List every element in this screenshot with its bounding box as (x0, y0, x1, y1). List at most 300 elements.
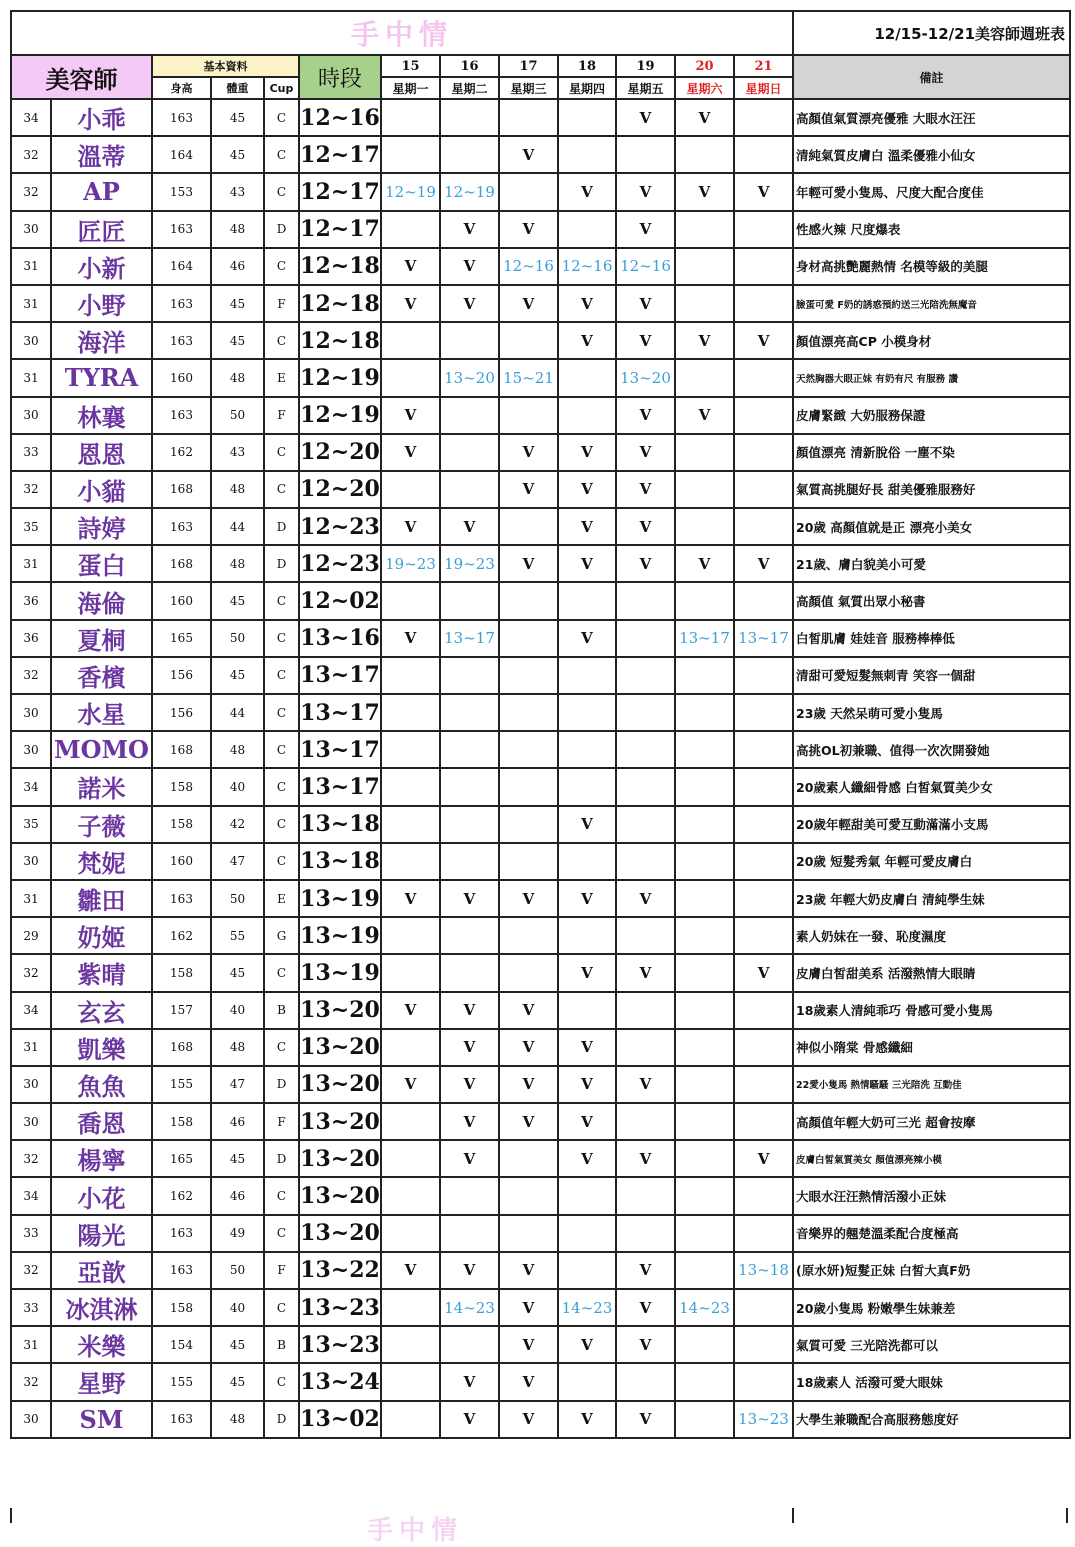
name-cell: 梵妮 (51, 843, 152, 880)
name-cell: 冰淇淋 (51, 1289, 152, 1326)
day-cell-21 (734, 1029, 793, 1066)
day-cell-20 (675, 434, 734, 471)
height-cell: 163 (152, 285, 211, 322)
weight-cell: 45 (211, 657, 264, 694)
day-cell-17 (499, 657, 558, 694)
day-cell-20 (675, 1215, 734, 1252)
name-cell: 奶姬 (51, 917, 152, 954)
day-cell-16: V (440, 1066, 499, 1103)
cup-cell: F (264, 285, 299, 322)
day-cell-17: V (499, 136, 558, 173)
note-cell: 臉蛋可愛 F奶的誘惑預約送三光陪洗無魔音 (793, 285, 1070, 322)
note-cell: 性感火辣 尺度爆表 (793, 211, 1070, 248)
note-cell: 20歲年輕甜美可愛互動滿滿小支馬 (793, 806, 1070, 843)
time-slot-cell: 13~22 (299, 1252, 381, 1289)
height-cell: 162 (152, 1177, 211, 1214)
age-cell: 30 (11, 1103, 51, 1140)
time-slot-cell: 13~17 (299, 657, 381, 694)
note-cell: 白皙肌膚 娃娃音 服務棒棒低 (793, 620, 1070, 657)
schedule-rows (11, 99, 1070, 1438)
day-cell-15 (381, 1140, 440, 1177)
table-row (11, 1252, 1070, 1289)
note-cell: 高挑OL初兼職、值得一次次開發她 (793, 731, 1070, 768)
date-19: 19 (616, 55, 675, 77)
cup-cell: C (264, 954, 299, 991)
day-cell-18 (558, 1177, 616, 1214)
name-cell: 凱樂 (51, 1029, 152, 1066)
cup-cell: D (264, 1066, 299, 1103)
age-cell: 30 (11, 211, 51, 248)
day-cell-19: V (616, 99, 675, 136)
note-cell: 高顏值氣質漂亮優雅 大眼水汪汪 (793, 99, 1070, 136)
day-cell-18: V (558, 1066, 616, 1103)
weight-cell: 48 (211, 211, 264, 248)
day-cell-21 (734, 397, 793, 434)
day-cell-20 (675, 211, 734, 248)
day-cell-19 (616, 806, 675, 843)
day-cell-20 (675, 992, 734, 1029)
day-cell-20 (675, 954, 734, 991)
time-slot-cell: 13~18 (299, 806, 381, 843)
day-cell-20 (675, 582, 734, 619)
day-cell-15 (381, 806, 440, 843)
name-cell: 溫蒂 (51, 136, 152, 173)
table-row (11, 211, 1070, 248)
day-cell-16: V (440, 1363, 499, 1400)
age-cell: 31 (11, 359, 51, 396)
table-row (11, 657, 1070, 694)
day-cell-18: V (558, 508, 616, 545)
day-cell-16 (440, 731, 499, 768)
age-cell: 32 (11, 657, 51, 694)
day-cell-19 (616, 1215, 675, 1252)
day-cell-16: 12~19 (440, 173, 499, 210)
weekday-sat: 星期六 (675, 77, 734, 99)
height-cell: 153 (152, 173, 211, 210)
name-cell: 水星 (51, 694, 152, 731)
day-cell-19 (616, 136, 675, 173)
day-cell-18 (558, 397, 616, 434)
day-cell-18: V (558, 434, 616, 471)
name-cell: MOMO (51, 731, 152, 768)
height-cell: 162 (152, 434, 211, 471)
height-cell: 158 (152, 1289, 211, 1326)
day-cell-18 (558, 992, 616, 1029)
height-cell: 165 (152, 1140, 211, 1177)
table-row (11, 731, 1070, 768)
height-cell: 168 (152, 471, 211, 508)
day-cell-20 (675, 1066, 734, 1103)
day-cell-21: V (734, 545, 793, 582)
day-cell-20 (675, 731, 734, 768)
weight-cell: 45 (211, 1363, 264, 1400)
day-cell-21 (734, 917, 793, 954)
day-cell-21 (734, 136, 793, 173)
day-cell-15: 12~19 (381, 173, 440, 210)
weight-cell: 47 (211, 843, 264, 880)
cup-cell: C (264, 657, 299, 694)
day-cell-18 (558, 843, 616, 880)
time-slot-cell: 13~19 (299, 917, 381, 954)
day-cell-17: V (499, 1029, 558, 1066)
weight-cell: 40 (211, 768, 264, 805)
height-cell: 160 (152, 582, 211, 619)
time-slot-cell: 12~19 (299, 359, 381, 396)
table-row (11, 173, 1070, 210)
day-cell-21 (734, 694, 793, 731)
time-slot-cell: 12~02 (299, 582, 381, 619)
day-cell-21 (734, 657, 793, 694)
weight-cell: 45 (211, 99, 264, 136)
weight-cell: 43 (211, 434, 264, 471)
day-cell-19: V (616, 1140, 675, 1177)
day-cell-18: 12~16 (558, 248, 616, 285)
day-cell-21 (734, 806, 793, 843)
day-cell-19 (616, 917, 675, 954)
weight-cell: 45 (211, 285, 264, 322)
weight-cell: 46 (211, 248, 264, 285)
note-cell: (原水妍)短髮正妹 白皙大真F奶 (793, 1252, 1070, 1289)
day-cell-18: V (558, 1326, 616, 1363)
day-cell-21 (734, 843, 793, 880)
table-row (11, 136, 1070, 173)
day-cell-20 (675, 1326, 734, 1363)
age-cell: 34 (11, 1177, 51, 1214)
col-header-time: 時段 (299, 55, 381, 99)
time-slot-cell: 12~16 (299, 99, 381, 136)
cup-cell: C (264, 806, 299, 843)
day-cell-17: 15~21 (499, 359, 558, 396)
table-row (11, 1177, 1070, 1214)
weight-cell: 48 (211, 471, 264, 508)
day-cell-15 (381, 1326, 440, 1363)
day-cell-17: V (499, 1289, 558, 1326)
day-cell-16: V (440, 1029, 499, 1066)
age-cell: 36 (11, 620, 51, 657)
day-cell-16 (440, 954, 499, 991)
day-cell-19: V (616, 434, 675, 471)
col-header-height: 身高 (152, 77, 211, 99)
name-cell: SM (51, 1401, 152, 1438)
day-cell-18 (558, 657, 616, 694)
date-21: 21 (734, 55, 793, 77)
day-cell-17: V (499, 211, 558, 248)
table-row (11, 1363, 1070, 1400)
day-cell-17 (499, 1177, 558, 1214)
day-cell-16 (440, 1215, 499, 1252)
name-cell: 諾米 (51, 768, 152, 805)
cup-cell: F (264, 1252, 299, 1289)
age-cell: 29 (11, 917, 51, 954)
day-cell-18: V (558, 545, 616, 582)
day-cell-21 (734, 508, 793, 545)
height-cell: 160 (152, 843, 211, 880)
day-cell-18 (558, 359, 616, 396)
day-cell-17 (499, 917, 558, 954)
weight-cell: 50 (211, 880, 264, 917)
day-cell-17 (499, 397, 558, 434)
weight-cell: 44 (211, 508, 264, 545)
height-cell: 162 (152, 917, 211, 954)
time-slot-cell: 13~17 (299, 768, 381, 805)
height-cell: 156 (152, 657, 211, 694)
day-cell-16 (440, 471, 499, 508)
note-cell: 皮膚白皙氣質美女 顏值漂亮辣小模 (793, 1140, 1070, 1177)
day-cell-21 (734, 471, 793, 508)
time-slot-cell: 13~23 (299, 1289, 381, 1326)
day-cell-16: V (440, 1401, 499, 1438)
age-cell: 30 (11, 322, 51, 359)
day-cell-16 (440, 657, 499, 694)
age-cell: 32 (11, 1363, 51, 1400)
table-row (11, 917, 1070, 954)
age-cell: 31 (11, 248, 51, 285)
note-cell: 年輕可愛小隻馬、尺度大配合度佳 (793, 173, 1070, 210)
day-cell-21 (734, 880, 793, 917)
table-row (11, 1066, 1070, 1103)
day-cell-20 (675, 359, 734, 396)
day-cell-19: V (616, 471, 675, 508)
day-cell-17: V (499, 545, 558, 582)
day-cell-16 (440, 99, 499, 136)
day-cell-16: 13~17 (440, 620, 499, 657)
note-cell: 顏值漂亮 清新脫俗 一塵不染 (793, 434, 1070, 471)
weekday-thu: 星期四 (558, 77, 616, 99)
cup-cell: C (264, 694, 299, 731)
day-cell-16 (440, 322, 499, 359)
height-cell: 158 (152, 1103, 211, 1140)
day-cell-15 (381, 1103, 440, 1140)
weight-cell: 45 (211, 1326, 264, 1363)
day-cell-20: 14~23 (675, 1289, 734, 1326)
day-cell-15 (381, 136, 440, 173)
height-cell: 157 (152, 992, 211, 1029)
height-cell: 164 (152, 136, 211, 173)
day-cell-20: V (675, 99, 734, 136)
time-slot-cell: 12~18 (299, 248, 381, 285)
day-cell-19 (616, 694, 675, 731)
age-cell: 31 (11, 880, 51, 917)
day-cell-15 (381, 657, 440, 694)
height-cell: 160 (152, 359, 211, 396)
table-row (11, 248, 1070, 285)
day-cell-20 (675, 657, 734, 694)
age-cell: 35 (11, 806, 51, 843)
age-cell: 36 (11, 582, 51, 619)
time-slot-cell: 13~18 (299, 843, 381, 880)
day-cell-16 (440, 1326, 499, 1363)
day-cell-19: V (616, 1326, 675, 1363)
day-cell-16: V (440, 1140, 499, 1177)
day-cell-15 (381, 1401, 440, 1438)
weight-cell: 45 (211, 582, 264, 619)
day-cell-20 (675, 1103, 734, 1140)
day-cell-15 (381, 1289, 440, 1326)
time-slot-cell: 13~20 (299, 1140, 381, 1177)
age-cell: 34 (11, 99, 51, 136)
cup-cell: E (264, 359, 299, 396)
time-slot-cell: 13~20 (299, 1066, 381, 1103)
day-cell-18 (558, 768, 616, 805)
day-cell-16: V (440, 1103, 499, 1140)
cup-cell: C (264, 1029, 299, 1066)
day-cell-16 (440, 1177, 499, 1214)
name-cell: 小花 (51, 1177, 152, 1214)
height-cell: 163 (152, 211, 211, 248)
day-cell-21 (734, 1289, 793, 1326)
day-cell-19 (616, 992, 675, 1029)
time-slot-cell: 13~20 (299, 1029, 381, 1066)
age-cell: 30 (11, 1401, 51, 1438)
height-cell: 163 (152, 1401, 211, 1438)
day-cell-21 (734, 211, 793, 248)
day-cell-15 (381, 1029, 440, 1066)
table-row (11, 620, 1070, 657)
day-cell-15: V (381, 992, 440, 1029)
table-row (11, 322, 1070, 359)
name-cell: 夏桐 (51, 620, 152, 657)
day-cell-17 (499, 173, 558, 210)
height-cell: 163 (152, 322, 211, 359)
weekday-sun: 星期日 (734, 77, 793, 99)
day-cell-16 (440, 806, 499, 843)
day-cell-16: V (440, 285, 499, 322)
day-cell-15 (381, 99, 440, 136)
day-cell-18 (558, 582, 616, 619)
height-cell: 158 (152, 768, 211, 805)
day-cell-15: V (381, 508, 440, 545)
age-cell: 33 (11, 434, 51, 471)
date-15: 15 (381, 55, 440, 77)
note-cell: 18歲素人清純乖巧 骨感可愛小隻馬 (793, 992, 1070, 1029)
note-cell: 皮膚白皙甜美系 活潑熱情大眼睛 (793, 954, 1070, 991)
age-cell: 34 (11, 768, 51, 805)
table-row (11, 285, 1070, 322)
time-slot-cell: 12~17 (299, 136, 381, 173)
day-cell-15: V (381, 434, 440, 471)
day-cell-19: V (616, 1401, 675, 1438)
day-cell-18: V (558, 1401, 616, 1438)
age-cell: 32 (11, 136, 51, 173)
height-cell: 163 (152, 1252, 211, 1289)
day-cell-15: V (381, 1252, 440, 1289)
cup-cell: C (264, 471, 299, 508)
day-cell-17 (499, 954, 558, 991)
day-cell-17: V (499, 880, 558, 917)
age-cell: 30 (11, 397, 51, 434)
name-cell: 蛋白 (51, 545, 152, 582)
table-row (11, 545, 1070, 582)
time-slot-cell: 12~17 (299, 211, 381, 248)
table-row (11, 1103, 1070, 1140)
weight-cell: 48 (211, 1401, 264, 1438)
weight-cell: 50 (211, 1252, 264, 1289)
day-cell-16 (440, 694, 499, 731)
note-cell: 顏值漂亮高CP 小模身材 (793, 322, 1070, 359)
age-cell: 30 (11, 694, 51, 731)
day-cell-15 (381, 954, 440, 991)
day-cell-16 (440, 768, 499, 805)
footer-watermark-row (10, 1508, 1068, 1546)
table-row (11, 471, 1070, 508)
day-cell-18 (558, 1363, 616, 1400)
day-cell-18 (558, 99, 616, 136)
day-cell-19: V (616, 954, 675, 991)
day-cell-15: V (381, 397, 440, 434)
table-row (11, 359, 1070, 396)
col-header-weight: 體重 (211, 77, 264, 99)
day-cell-20 (675, 1140, 734, 1177)
day-cell-21 (734, 99, 793, 136)
time-slot-cell: 13~20 (299, 1177, 381, 1214)
note-cell: 大眼水汪汪熱情活潑小正妹 (793, 1177, 1070, 1214)
footer-divider (792, 1508, 794, 1523)
day-cell-20 (675, 694, 734, 731)
note-cell: 20歲小隻馬 粉嫩學生妹兼差 (793, 1289, 1070, 1326)
day-cell-15 (381, 731, 440, 768)
day-cell-19: V (616, 1252, 675, 1289)
cup-cell: B (264, 1326, 299, 1363)
weight-cell: 43 (211, 173, 264, 210)
note-cell: 20歲 高顏值就是正 漂亮小美女 (793, 508, 1070, 545)
day-cell-21 (734, 1103, 793, 1140)
name-cell: 詩婷 (51, 508, 152, 545)
day-cell-15 (381, 694, 440, 731)
name-cell: 米樂 (51, 1326, 152, 1363)
day-cell-18: V (558, 1140, 616, 1177)
day-cell-18: V (558, 620, 616, 657)
age-cell: 31 (11, 1326, 51, 1363)
day-cell-16 (440, 434, 499, 471)
note-cell: 清甜可愛短髮無刺青 笑容一個甜 (793, 657, 1070, 694)
height-cell: 156 (152, 694, 211, 731)
age-cell: 32 (11, 1252, 51, 1289)
day-cell-20 (675, 1363, 734, 1400)
day-cell-18: V (558, 322, 616, 359)
day-cell-17 (499, 508, 558, 545)
table-row (11, 806, 1070, 843)
day-cell-21 (734, 992, 793, 1029)
day-cell-19 (616, 1363, 675, 1400)
name-cell: 亞歆 (51, 1252, 152, 1289)
time-slot-cell: 12~23 (299, 545, 381, 582)
cup-cell: B (264, 992, 299, 1029)
weight-cell: 48 (211, 1029, 264, 1066)
weight-cell: 48 (211, 359, 264, 396)
time-slot-cell: 13~23 (299, 1326, 381, 1363)
name-cell: 小野 (51, 285, 152, 322)
footer-brand-watermark: 手中情 (367, 1516, 464, 1546)
note-cell: 清純氣質皮膚白 溫柔優雅小仙女 (793, 136, 1070, 173)
cup-cell: C (264, 620, 299, 657)
age-cell: 31 (11, 1029, 51, 1066)
cup-cell: F (264, 397, 299, 434)
table-row (11, 582, 1070, 619)
weight-cell: 55 (211, 917, 264, 954)
age-cell: 32 (11, 471, 51, 508)
day-cell-19: V (616, 1066, 675, 1103)
col-header-note: 備註 (793, 55, 1070, 99)
day-cell-17: V (499, 1252, 558, 1289)
day-cell-17: V (499, 471, 558, 508)
note-cell: 音樂界的翹楚溫柔配合度極高 (793, 1215, 1070, 1252)
weight-cell: 40 (211, 1289, 264, 1326)
name-cell: 雛田 (51, 880, 152, 917)
cup-cell: C (264, 173, 299, 210)
note-cell: 18歲素人 活潑可愛大眼妹 (793, 1363, 1070, 1400)
day-cell-21 (734, 1177, 793, 1214)
day-cell-19 (616, 582, 675, 619)
